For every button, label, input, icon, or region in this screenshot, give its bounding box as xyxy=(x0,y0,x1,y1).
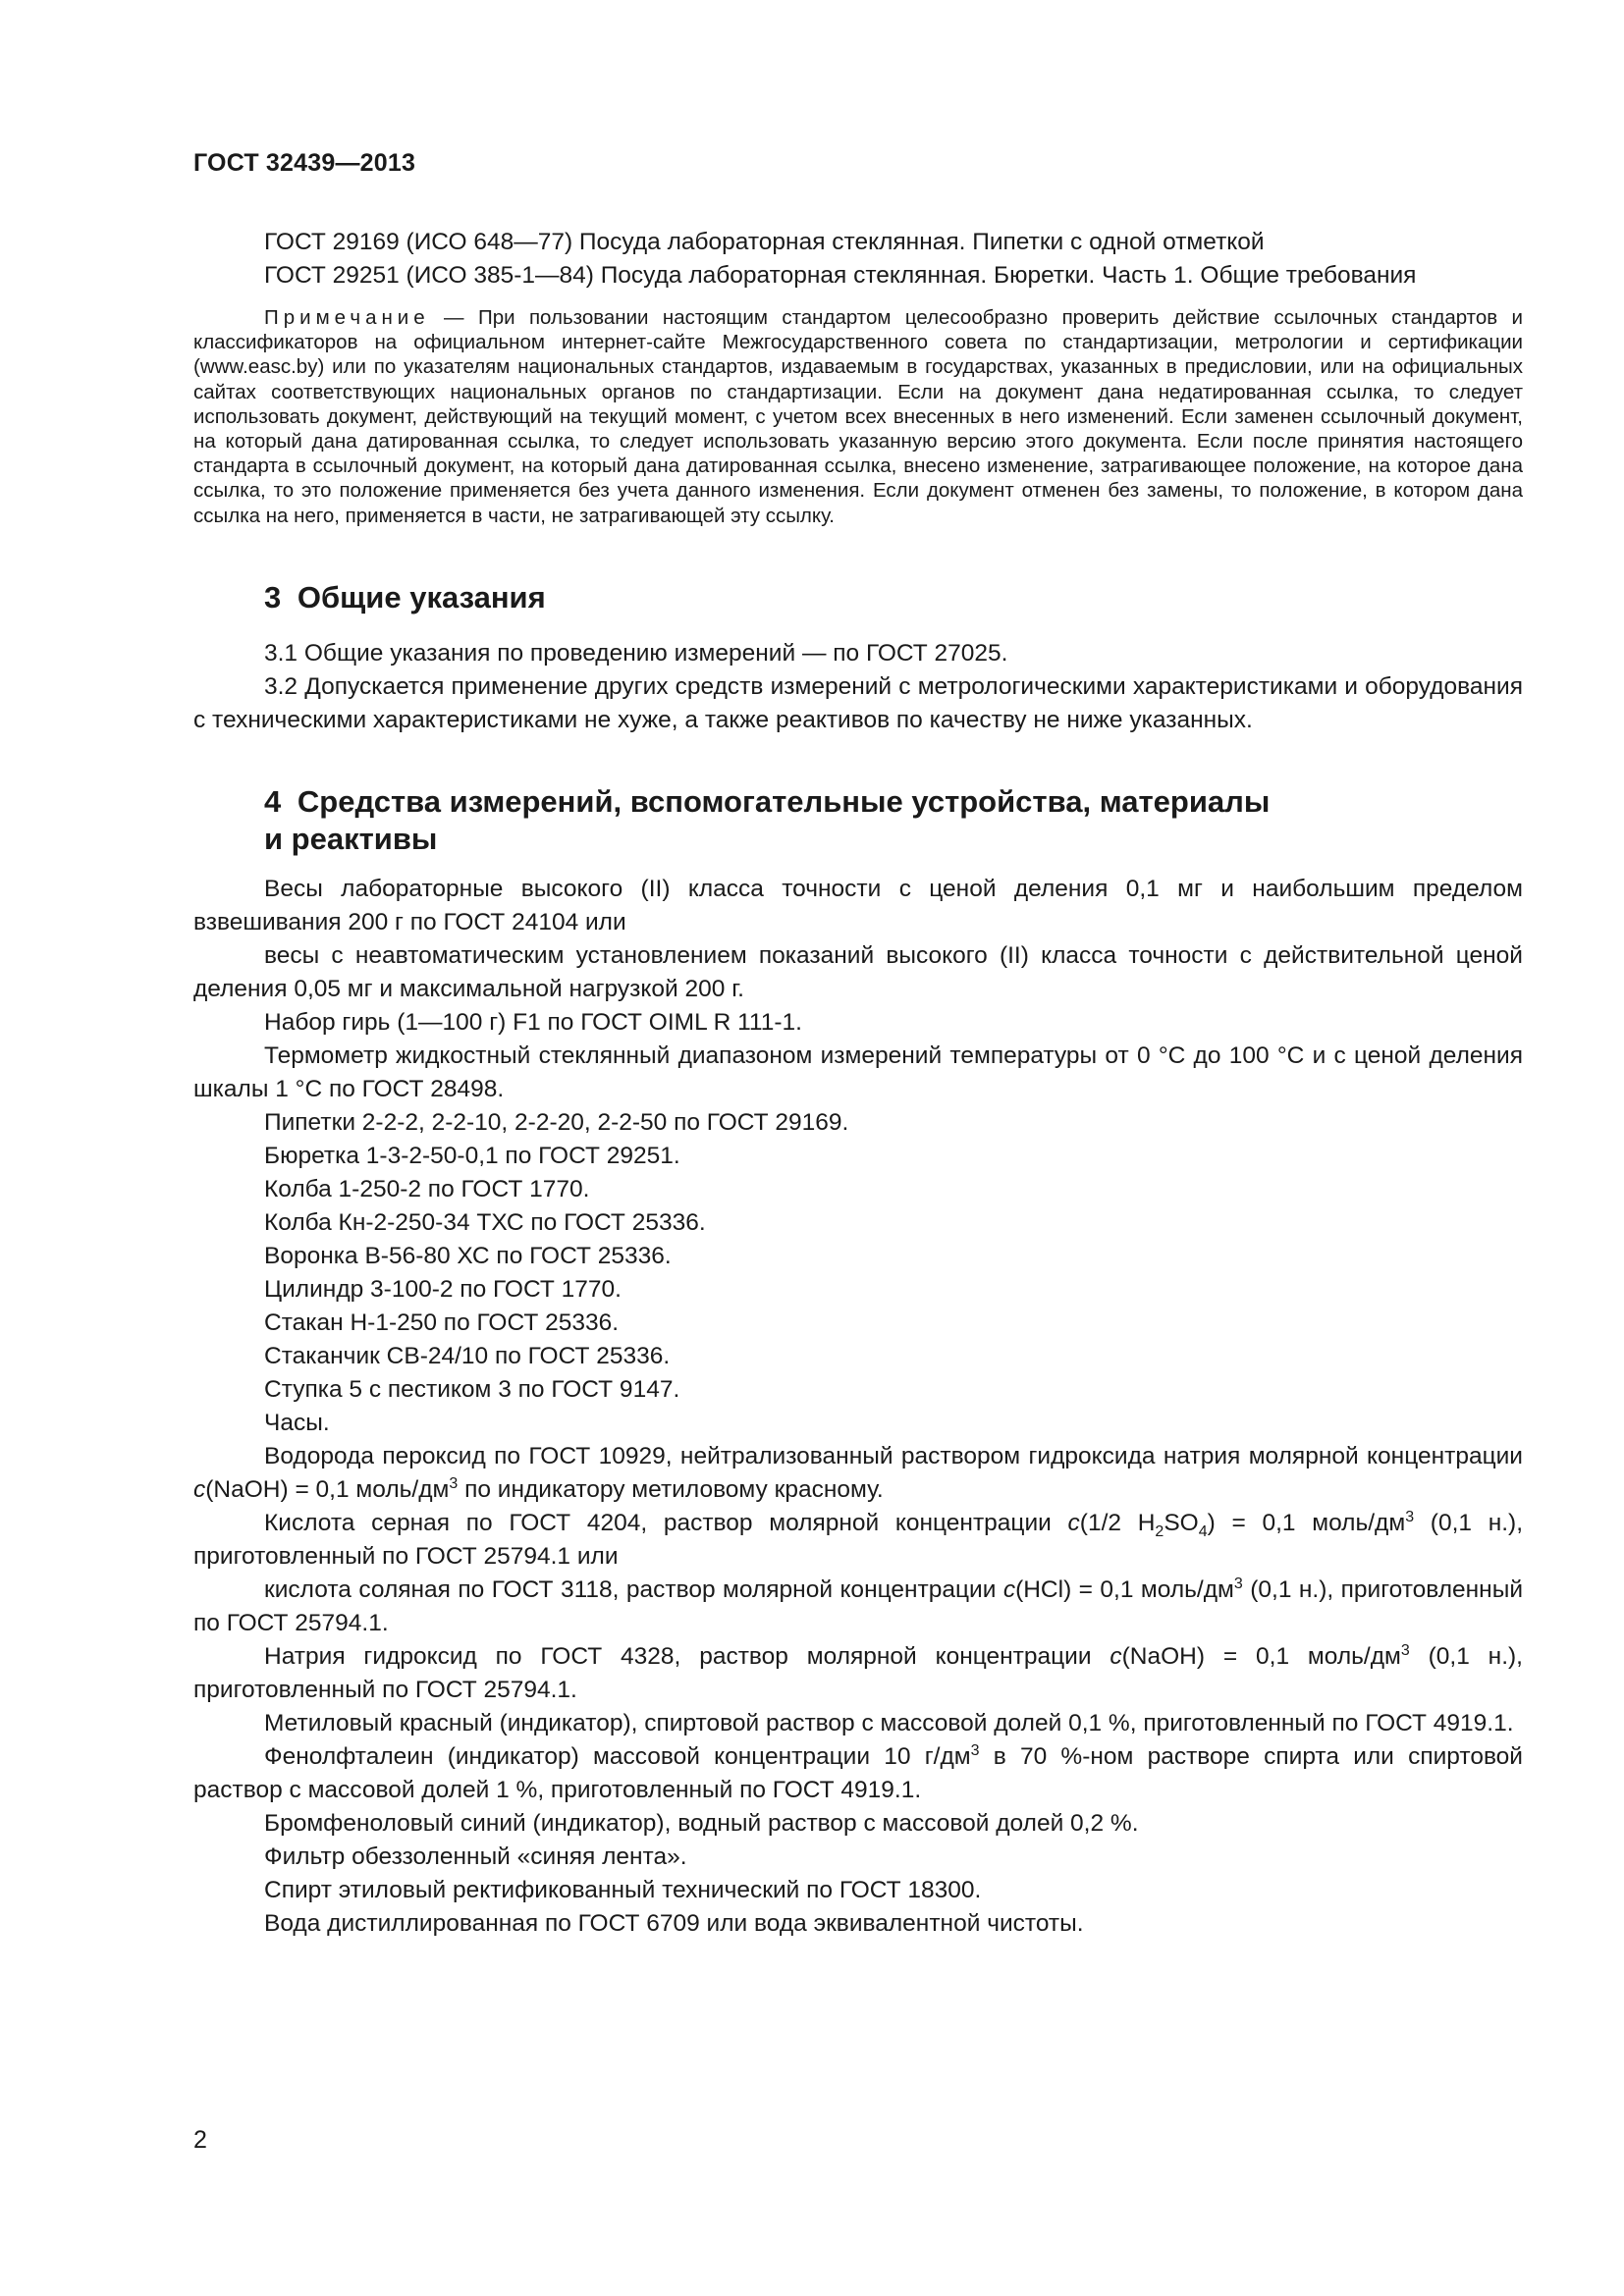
text-run: SO xyxy=(1164,1509,1199,1536)
reagent-water: Вода дистиллированная по ГОСТ 6709 или вода эквивалентной чистоты. xyxy=(264,1909,1084,1937)
reagent-sodium-hydroxide xyxy=(193,1640,1523,1707)
reagent-bromphenol-blue: Бромфеноловый синий (индикатор), водный раствор с массовой долей 0,2 %. xyxy=(264,1809,1139,1837)
text-run: в 70 %-ном растворе спирта или спиртовой раствор с массовой долей 1 %, приготовленный по ГОСТ 4919.1. xyxy=(193,1742,1523,1803)
subscript: 4 xyxy=(1198,1522,1208,1540)
text-run: (0,1 н.), приготовленный по ГОСТ 25794.1. xyxy=(193,1642,1523,1703)
material-filter: Фильтр обеззоленный «синяя лента». xyxy=(264,1842,687,1870)
concentration-symbol: c xyxy=(193,1475,206,1503)
text-run: ) = 0,1 моль/дм xyxy=(1207,1509,1406,1536)
text-run: Натрия гидроксид по ГОСТ 4328, раствор молярной концентрации xyxy=(264,1642,1110,1670)
superscript: 3 xyxy=(1405,1508,1415,1525)
reagent-methyl-red: Метиловый красный (индикатор), спиртовой раствор с массовой долей 0,1 %, приготовленный по ГОСТ 4919.1. xyxy=(264,1709,1514,1736)
document-header: ГОСТ 32439—2013 xyxy=(193,149,416,177)
concentration-symbol: c xyxy=(1002,1575,1016,1603)
text-run: (NaOH) = 0,1 моль/дм xyxy=(1121,1642,1401,1670)
equipment-item: Стакан Н-1-250 по ГОСТ 25336. xyxy=(264,1308,620,1336)
equipment-item: Ступка 5 с пестиком 3 по ГОСТ 9147. xyxy=(264,1375,680,1403)
equipment-item: Набор гирь (1—100 г) F1 по ГОСТ OIML R 111-1. xyxy=(264,1008,802,1036)
text-run: (1/2 H xyxy=(1079,1509,1156,1536)
superscript: 3 xyxy=(970,1741,980,1759)
page-number: 2 xyxy=(193,2126,207,2154)
page-content xyxy=(193,226,1523,1941)
section-3-item: 3.1 Общие указания по проведению измерений — по ГОСТ 27025. xyxy=(264,639,1008,667)
equipment-item: весы с неавтоматическим установлением показаний высокого (II) класса точности с действительной ценой деления 0,05 мг и максимальной нагрузкой 200 г. xyxy=(193,941,1523,1002)
concentration-symbol: c xyxy=(1110,1642,1122,1670)
equipment-item: Часы. xyxy=(264,1409,330,1436)
text-run: Фенолфталеин (индикатор) массовой концентрации 10 г/дм xyxy=(264,1742,971,1770)
superscript: 3 xyxy=(1400,1641,1410,1659)
reagent-peroxide xyxy=(193,1440,1523,1507)
superscript: 3 xyxy=(1233,1575,1243,1592)
text-run: Водорода пероксид по ГОСТ 10929, нейтрализованный раствором гидроксида натрия молярной концентрации xyxy=(264,1442,1523,1469)
subscript: 2 xyxy=(1155,1522,1164,1540)
section-4-heading xyxy=(193,783,1523,858)
note-block xyxy=(193,305,1523,528)
section-title: Средства измерений, вспомогательные устройства, материалы xyxy=(297,783,1271,819)
superscript: 3 xyxy=(449,1474,459,1492)
equipment-item: Стаканчик СВ-24/10 по ГОСТ 25336. xyxy=(264,1342,671,1369)
text-run: (0,1 н.), приготовленный по ГОСТ 25794.1 или xyxy=(193,1509,1524,1570)
text-run: кислота соляная по ГОСТ 3118, раствор молярной концентрации xyxy=(264,1575,1003,1603)
section-title-continued: и реактивы xyxy=(264,821,438,856)
reagent-ethanol: Спирт этиловый ректификованный технический по ГОСТ 18300. xyxy=(264,1876,982,1903)
note-text: — При пользовании настоящим стандартом целесообразно проверить действие ссылочных стандартов и классификаторов на официальном интернет-сайте Межгосударственного совета по стандартизации, метрологии и сертификации (www.easc.by) или по указателям национальных стандартов, издаваемым в государствах, указанных в предисловии, или на официальных сайтах соответствующих национальных органов по стандартизации. Если на документ дана недатированная ссылка, то следует использовать документ, действующий на текущий момент, с учетом всех внесенных в него изменений. Если заменен ссылочный документ, на который дана датированная ссылка, то следует использовать указанную версию этого документа. Если после принятия настоящего стандарта в ссылочный документ, на который дана датированная ссылка, внесено изменение, затрагивающее положение, на которое дана ссылка, то это положение применяется без учета данного изменения. Если документ отменен без замены, то положение, в котором дана ссылка на него, применяется в части, не затрагивающей эту ссылку. xyxy=(193,306,1523,527)
reference-item: ГОСТ 29169 (ИСО 648—77) Посуда лабораторная стеклянная. Пипетки с одной отметкой xyxy=(264,229,1265,255)
concentration-symbol: c xyxy=(1067,1509,1080,1536)
equipment-item: Пипетки 2-2-2, 2-2-10, 2-2-20, 2-2-50 по ГОСТ 29169. xyxy=(264,1108,849,1136)
text-run: (NaOH) = 0,1 моль/дм xyxy=(205,1475,450,1503)
equipment-item: Воронка В-56-80 ХС по ГОСТ 25336. xyxy=(264,1242,672,1269)
note-label: Примечание xyxy=(264,306,430,329)
equipment-item: Колба Кн-2-250-34 ТХС по ГОСТ 25336. xyxy=(264,1208,706,1236)
text-run: (0,1 н.), приготовленный по ГОСТ 25794.1. xyxy=(193,1575,1523,1636)
equipment-item: Цилиндр 3-100-2 по ГОСТ 1770. xyxy=(264,1275,622,1303)
equipment-item: Колба 1-250-2 по ГОСТ 1770. xyxy=(264,1175,590,1202)
reagent-sulfuric-acid xyxy=(193,1507,1523,1574)
equipment-item: Термометр жидкостный стеклянный диапазоном измерений температуры от 0 °С до 100 °С и с ценой деления шкалы 1 °С по ГОСТ 28498. xyxy=(193,1041,1523,1102)
reference-item: ГОСТ 29251 (ИСО 385-1—84) Посуда лабораторная стеклянная. Бюретки. Часть 1. Общие требования xyxy=(264,262,1417,289)
section-title: Общие указания xyxy=(297,579,546,614)
equipment-item: Бюретка 1-3-2-50-0,1 по ГОСТ 29251. xyxy=(264,1142,680,1169)
section-3-heading xyxy=(193,579,1523,616)
equipment-item: Весы лабораторные высокого (II) класса точности с ценой деления 0,1 мг и наибольшим пределом взвешивания 200 г по ГОСТ 24104 или xyxy=(193,875,1523,935)
text-run: (HCl) = 0,1 моль/дм xyxy=(1015,1575,1234,1603)
text-run: Кислота серная по ГОСТ 4204, раствор молярной концентрации xyxy=(264,1509,1068,1536)
section-number: 4 xyxy=(264,783,282,819)
reagent-phenolphthalein xyxy=(193,1740,1523,1807)
text-run: по индикатору метиловому красному. xyxy=(458,1475,884,1503)
section-3-item: 3.2 Допускается применение других средств измерений с метрологическими характеристиками и оборудования с техническими характеристиками не хуже, а также реактивов по качеству не ниже указанных. xyxy=(193,672,1523,733)
section-number: 3 xyxy=(264,579,282,614)
reagent-hydrochloric-acid xyxy=(193,1574,1523,1640)
